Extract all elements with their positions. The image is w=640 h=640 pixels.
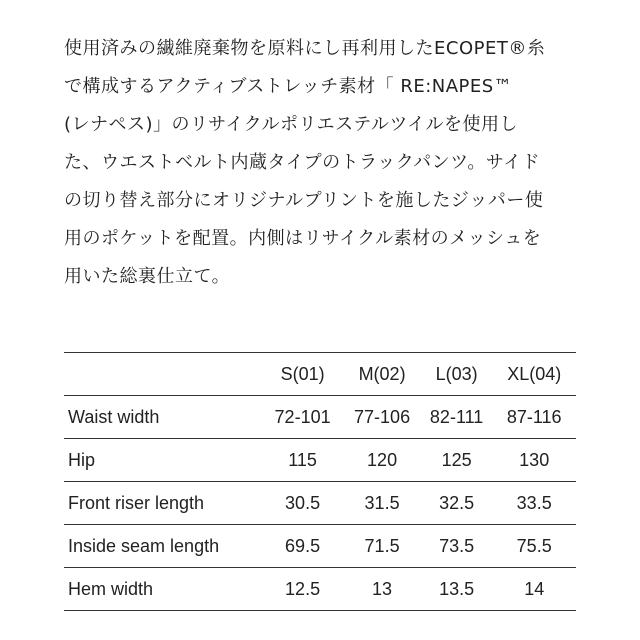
table-row-front-riser-length: [64, 482, 576, 525]
cell-value: 115: [262, 439, 343, 482]
description-line: (レナペス)」のリサイクルポリエステルツイルを使用し: [64, 114, 519, 135]
cell-value: 130: [492, 439, 576, 482]
cell-value: 31.5: [343, 482, 421, 525]
cell-value: 13: [343, 568, 421, 611]
row-label: Inside seam length: [64, 525, 262, 568]
header-size-m: M(02): [343, 353, 421, 396]
product-description: [64, 30, 584, 296]
cell-value: 33.5: [492, 482, 576, 525]
description-line: の切り替え部分にオリジナルプリントを施したジッパー使: [64, 190, 544, 211]
row-label: Waist width: [64, 396, 262, 439]
cell-value: 82-111: [421, 396, 493, 439]
table-row-hem-width: [64, 568, 576, 611]
description-line: 用いた総裏仕立て。: [64, 266, 231, 287]
table-row-hip: [64, 439, 576, 482]
table-row-waist-width: [64, 396, 576, 439]
header-size-xl: XL(04): [492, 353, 576, 396]
cell-value: 75.5: [492, 525, 576, 568]
cell-value: 69.5: [262, 525, 343, 568]
cell-value: 32.5: [421, 482, 493, 525]
description-line: た、ウエストベルト内蔵タイプのトラックパンツ。サイド: [64, 152, 541, 173]
row-label: Front riser length: [64, 482, 262, 525]
row-label: Hem width: [64, 568, 262, 611]
header-size-s: S(01): [262, 353, 343, 396]
cell-value: 14: [492, 568, 576, 611]
cell-value: 13.5: [421, 568, 493, 611]
header-label-cell: [64, 353, 262, 396]
cell-value: 120: [343, 439, 421, 482]
description-line: で構成するアクティブストレッチ素材「 RE:NAPES™: [64, 76, 513, 97]
cell-value: 125: [421, 439, 493, 482]
description-line: 使用済みの繊維廃棄物を原料にし再利用したECOPET®糸: [64, 38, 546, 59]
cell-value: 77-106: [343, 396, 421, 439]
cell-value: 12.5: [262, 568, 343, 611]
description-line: 用のポケットを配置。内側はリサイクル素材のメッシュを: [64, 228, 542, 249]
table-row-inside-seam-length: [64, 525, 576, 568]
cell-value: 73.5: [421, 525, 493, 568]
cell-value: 72-101: [262, 396, 343, 439]
size-chart-table: [64, 352, 576, 611]
cell-value: 30.5: [262, 482, 343, 525]
row-label: Hip: [64, 439, 262, 482]
cell-value: 87-116: [492, 396, 576, 439]
cell-value: 71.5: [343, 525, 421, 568]
header-size-l: L(03): [421, 353, 493, 396]
table-header-row: [64, 353, 576, 396]
